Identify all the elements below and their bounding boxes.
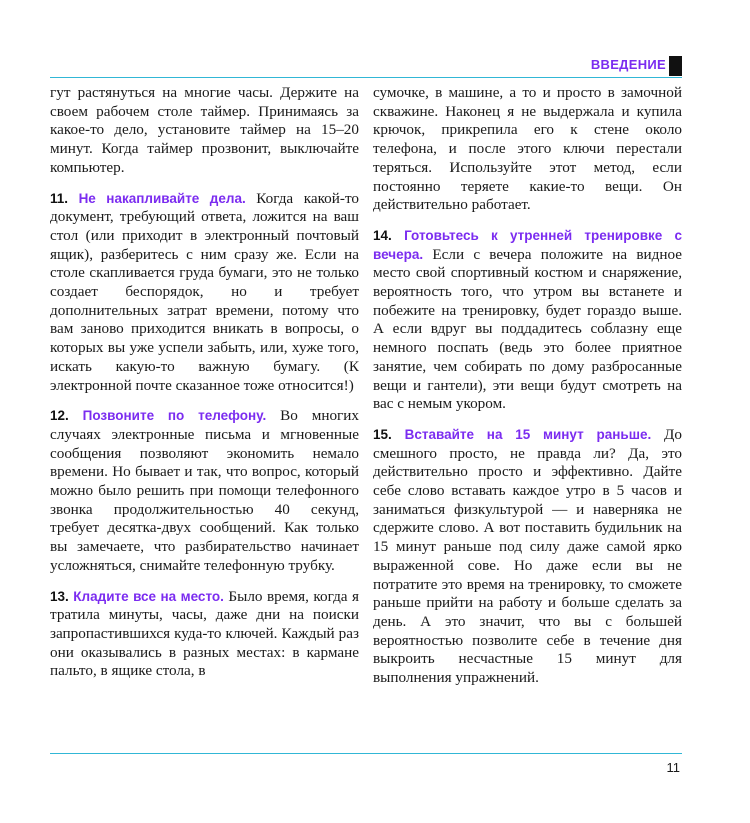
page-number: 11 (666, 760, 680, 775)
tip-12 (50, 407, 359, 575)
section-marker (669, 56, 682, 76)
left-column (50, 84, 359, 693)
tip-body: Было время, когда я тратила минуты, часы, даже дни на поиски запропастившихся куда-то ключей. Каждый раз они оказывались в разных местах: в кармане пальто, в ящике стола, в (50, 587, 360, 680)
tip-body: До смешного просто, не правда ли? Да, это действительно просто и эффективно. Дайте себе слово вставать каждое утро в 5 часов и заниматься физкультурой — и наверняка не сдержите слово. А вот поставить будильник на 15 минут раньше под силу даже самой ярко выраженной сове. Но даже если вы не потратите это время на тренировку, то сможете раньше прийти на работу и больше сделать за день. А это значит, что вы с большей вероятностью позволите себе в течение дня выкроить несчастные 15 минут для выполнения упражнений. (373, 425, 682, 687)
tip-body: Если с вечера положите на видное место свой спортивный костюм и снаряжение, вероятность того, что утром вы встанете и побежите на тренировку, будет гораздо выше. А если вдруг вы поддадитесь соблазну еще немного поспать (ведь это более приятное занятие, чем собирать по дому разбросанные вещи и гантели), эти вещи будут смотреть на вас с немым укором. (373, 245, 683, 413)
tip-number: 11. (50, 190, 69, 206)
tip-body: Когда какой-то документ, требующий ответа, ложится на ваш стол (или приходит в электронный почтовый ящик), разберитесь с ним сразу же. Если на столе скапливается груда бумаги, это не только создает беспорядок, но и требует дополнительных затрат времени, потому что вам заново приходится вникать в вопросы, о которых вы уже успели забыть, или, хуже того, искать какую-то важную бумагу. (К электронной почте сказанное тоже относится!) (50, 189, 359, 394)
top-rule (50, 77, 682, 78)
tip-number: 15. (373, 426, 392, 442)
tip-15 (373, 426, 682, 688)
bottom-rule (50, 753, 682, 754)
tip-number: 14. (373, 227, 392, 243)
tip-body: Во многих случаях электронные письма и мгновенные сообщения позволяют экономить немало времени. Но бывает и так, что вопрос, который можно было решить при помощи телефонного звонка продолжительностью 40 секунд, требует десятка-двух сообщений. Как только вы замечаете, что разбирательство начинает усложняться, снимайте телефонную трубку. (50, 407, 360, 574)
right-column (373, 84, 682, 700)
intro-paragraph: гут растянуться на многие часы. Держите на своем рабочем столе таймер. Принимаясь за какое-то дело, установите таймер на 15–20 минут. Когда таймер прозвонит, выключайте компьютер. (50, 84, 359, 176)
tip-heading: Вставайте на 15 минут раньше. (404, 426, 652, 442)
tip-11 (50, 190, 359, 396)
tip-heading: Не накапливайте дела. (78, 190, 246, 206)
tip-number: 12. (50, 408, 69, 424)
tip-14 (373, 227, 682, 414)
tip-heading: Готовьтесь к утренней тренировке с вечера. (373, 227, 683, 262)
tip-13 (50, 588, 359, 682)
tip-heading: Кладите все на место. (73, 588, 224, 604)
tip-heading: Позвоните по телефону. (82, 408, 267, 424)
section-title: ВВЕДЕНИЕ (590, 57, 666, 72)
tip-number: 13. (50, 588, 69, 604)
continuation-paragraph: сумочке, в машине, а то и просто в замочной скважине. Наконец я не выдержала и купила крючок, прикрепила его к стене около телефона, и после этого ключи перестали теряться. Используйте этот метод, если постоянно теряете какие-то вещи. Он действительно работает. (373, 84, 682, 214)
